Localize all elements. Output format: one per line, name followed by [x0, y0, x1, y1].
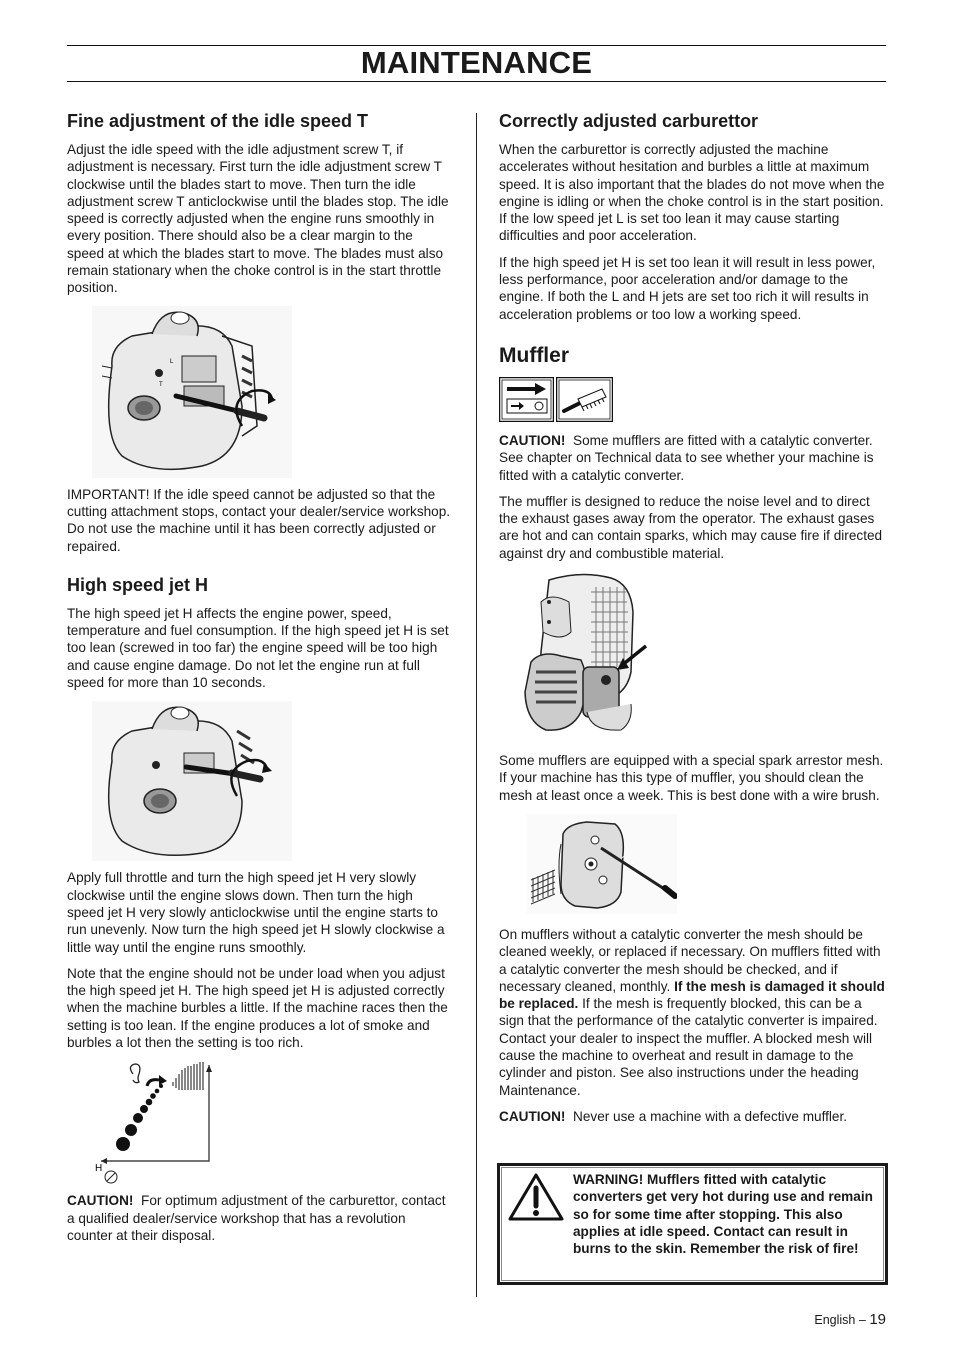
warning-text: WARNING! Mufflers fitted with catalytic converters get very hot during use and remain so for some time after stopping. This also applies at idle speed. Contact can result in burns to the skin. Remember the risk of fire!: [573, 1172, 873, 1257]
muffler-paragraph-1: The muffler is designed to reduce the noise level and to direct the exhaust gases away from the operator. The exhaust gases are hot and can contain sparks, which may cause fire if directed against dry and combustible material.: [499, 493, 883, 561]
column-divider: [476, 113, 477, 1297]
section-heading-carburettor: Correctly adjusted carburettor: [499, 111, 759, 131]
carburettor-paragraph-1: When the carburettor is correctly adjusted the machine accelerates without hesitation and burbles a little at maximum speed. It is also important that the blades do not move when the engine is idling or when the choke control is in the start position. If the low speed jet L is set too lean it may cause starting difficulties and poor acceleration.: [499, 142, 885, 244]
page-title: MAINTENANCE: [360, 45, 593, 80]
muffler-paragraph-2: Some mufflers are equipped with a special spark arrestor mesh. If your machine has this type of muffler, you should clean the mesh at least once a week. This is best done with a wire brush.: [499, 753, 884, 803]
muffler-symbols: [499, 377, 889, 422]
caution-text: Some mufflers are fitted with a catalytic converter. See chapter on Technical data to see whether your machine is fitted with a catalytic converter.: [499, 432, 874, 483]
footer-separator: –: [858, 1313, 866, 1327]
high-speed-paragraph-2: Apply full throttle and turn the high speed jet H very slowly clockwise until the engine slows down. Then turn the high speed jet H very slowly anticlockwise until the engine starts to run unevenly. Now turn the high speed jet H slowly clockwise a little way until the engine runs smoothly.: [67, 870, 445, 955]
caution-catalytic-paragraph: [499, 432, 889, 484]
high-speed-paragraph-3: Note that the engine should not be under load when you adjust the high speed jet H. The high speed jet H is adjusted correctly when the machine burbles a little. If the machine races then the setting is too lean. If the engine produces a lot of smoke and burbles a lot then the setting is too rich.: [67, 965, 448, 1051]
caution-label: CAUTION!: [499, 432, 566, 448]
high-speed-jet-illustration: [92, 701, 292, 861]
spark-arrestor-mesh-illustration: [527, 814, 677, 914]
idle-screw-illustration: [92, 306, 292, 478]
idle-speed-paragraph: Adjust the idle speed with the idle adjustment screw T, if adjustment is necessary. First turn the idle adjustment screw T clockwise until the blades start to move. Then turn the idle adjustment screw T anticlockwise until the blades stop. The idle speed is correctly adjusted when the engine runs smoothly in every position. There should also be a clear margin to the speed at which the blades start to move. The blades must also remain stationary when the choke control is in the start throttle position.: [67, 142, 449, 296]
engine-sound-graph-illustration: [89, 1060, 249, 1186]
important-paragraph: IMPORTANT! If the idle speed cannot be adjusted so that the cutting attachment stops, contact your dealer/service workshop. Do not use the machine until it has been correctly adjusted or repaired.: [67, 486, 451, 554]
section-heading-high-speed-jet: High speed jet H: [67, 574, 209, 595]
label-h: H: [95, 1163, 103, 1175]
warning-box: [497, 1163, 888, 1285]
high-speed-paragraph-1: The high speed jet H affects the engine power, speed, temperature and fuel consumption. If the high speed jet H is set too lean (screwed in too far) the engine speed will be too high and cause engine damage. Do not let the engine run at full speed for more than 10 seconds.: [67, 605, 449, 691]
caution-label: CAUTION!: [67, 1193, 134, 1209]
page-footer: [814, 1311, 886, 1328]
caution-label: CAUTION!: [499, 1108, 566, 1124]
mesh-text-bold: If the mesh is damaged it should be replaced.: [499, 978, 885, 1012]
section-heading-idle-speed: Fine adjustment of the idle speed T: [67, 111, 369, 131]
footer-language: English: [814, 1313, 856, 1327]
muffler-paragraph-3: [499, 926, 889, 1099]
title-underline: [67, 81, 886, 82]
page-number: 19: [869, 1311, 886, 1328]
section-heading-muffler: Muffler: [499, 343, 569, 367]
carburettor-paragraph-2: If the high speed jet H is set too lean it will result in less power, less performance, poor acceleration and/or damage to the engine. If both the L and H jets are set too rich it will results in acceleration problems or too low a working speed.: [499, 254, 876, 322]
left-column: [67, 106, 452, 1253]
wire-brush-icon: [556, 377, 613, 422]
label-l: L: [170, 358, 174, 365]
caution-defective-paragraph: [499, 1108, 889, 1125]
label-t: T: [159, 381, 163, 388]
caution-adjust-paragraph: [67, 1192, 452, 1244]
right-column: [499, 106, 889, 1134]
warning-triangle-icon: [508, 1172, 564, 1222]
caution-text: For optimum adjustment of the carburettor, contact a qualified dealer/service workshop that has a revolution counter at their disposal.: [67, 1193, 446, 1243]
mesh-text-a: On mufflers without a catalytic converter the mesh should be cleaned weekly, or replaced if necessary. On mufflers fitted with a catalytic converter the mesh should be checked, and if necessary cleaned, monthly.: [499, 926, 881, 994]
muffler-location-illustration: [521, 572, 656, 742]
mesh-text-c: If the mesh is frequently blocked, this can be a sign that the performance of the catalytic converter is impaired. Contact your dealer to inspect the muffler. A blocked mesh will cause the machine to overheat and result in damage to the cylinder and piston. See also instructions under the heading Maintenance.: [499, 996, 878, 1098]
arrow-schedule-icon: [499, 377, 554, 422]
caution-text: Never use a machine with a defective muffler.: [573, 1108, 848, 1124]
